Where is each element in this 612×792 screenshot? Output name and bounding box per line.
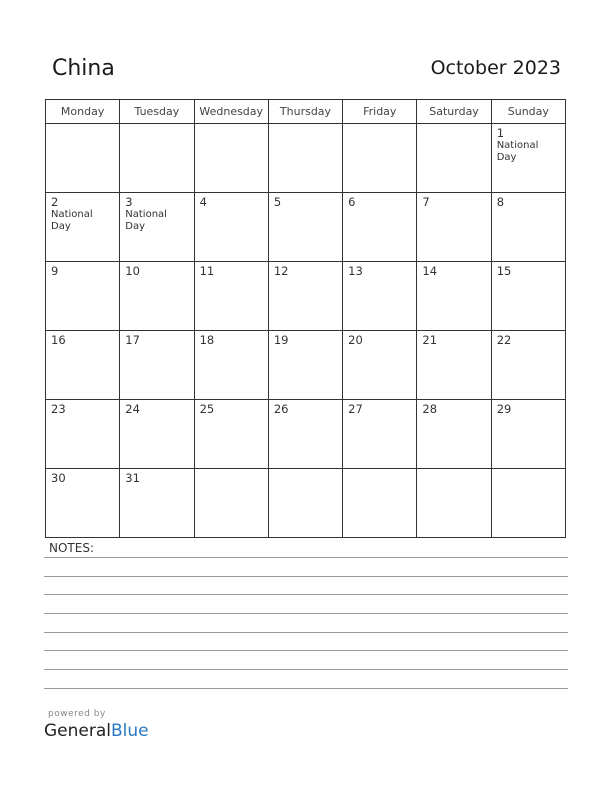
calendar-day-cell bbox=[194, 331, 268, 400]
calendar-day-cell bbox=[417, 124, 491, 193]
note-line bbox=[44, 613, 568, 614]
brand-blue: Blue bbox=[111, 721, 149, 741]
calendar-day-cell bbox=[194, 469, 268, 538]
calendar-day-cell bbox=[120, 331, 194, 400]
calendar-day-cell bbox=[417, 469, 491, 538]
calendar-day-cell bbox=[417, 331, 491, 400]
day-number: 12 bbox=[273, 264, 289, 278]
calendar-week-row bbox=[46, 400, 566, 469]
note-line bbox=[44, 632, 568, 633]
calendar-body bbox=[46, 124, 566, 538]
calendar-day-cell bbox=[46, 124, 120, 193]
weekday-header: Sunday bbox=[491, 100, 565, 124]
day-number: 23 bbox=[51, 402, 66, 416]
calendar-week-row bbox=[46, 262, 566, 331]
day-number: 20 bbox=[348, 333, 363, 347]
weekday-header: Saturday bbox=[417, 100, 491, 124]
day-number: 29 bbox=[496, 402, 512, 416]
calendar-day-cell bbox=[417, 400, 491, 469]
notes-label: NOTES: bbox=[49, 541, 94, 555]
calendar-day-cell bbox=[268, 193, 342, 262]
calendar-day-cell bbox=[343, 331, 417, 400]
day-number: 31 bbox=[125, 471, 140, 485]
day-number: 13 bbox=[348, 264, 363, 278]
day-number: 4 bbox=[199, 195, 207, 209]
calendar-week-row bbox=[46, 124, 566, 193]
holiday-label: National Day bbox=[51, 209, 93, 232]
day-number: 6 bbox=[348, 195, 356, 209]
calendar-day-cell bbox=[343, 124, 417, 193]
calendar-day-cell bbox=[120, 124, 194, 193]
brand-general: General bbox=[44, 721, 111, 741]
calendar-day-cell bbox=[343, 400, 417, 469]
calendar-day-cell bbox=[268, 124, 342, 193]
calendar-day-cell bbox=[268, 331, 342, 400]
calendar-day-cell bbox=[46, 331, 120, 400]
day-number: 7 bbox=[422, 195, 430, 209]
month-year-title: October 2023 bbox=[430, 57, 561, 79]
calendar-week-row bbox=[46, 331, 566, 400]
note-line bbox=[44, 650, 568, 651]
day-number: 27 bbox=[348, 402, 363, 416]
calendar-day-cell bbox=[268, 469, 342, 538]
day-number: 22 bbox=[496, 333, 512, 347]
calendar-day-cell bbox=[120, 193, 194, 262]
calendar-day-cell bbox=[120, 262, 194, 331]
weekday-header: Monday bbox=[46, 100, 120, 124]
day-number: 3 bbox=[125, 195, 133, 209]
day-number: 19 bbox=[273, 333, 289, 347]
calendar-day-cell bbox=[46, 193, 120, 262]
calendar-day-cell bbox=[268, 400, 342, 469]
calendar-day-cell bbox=[491, 124, 565, 193]
brand-logo bbox=[44, 721, 149, 741]
day-number: 15 bbox=[496, 264, 512, 278]
country-title: China bbox=[52, 56, 115, 81]
calendar-grid bbox=[45, 99, 566, 538]
holiday-label: National Day bbox=[496, 140, 539, 163]
calendar-day-cell bbox=[46, 469, 120, 538]
note-line bbox=[44, 594, 568, 595]
calendar-day-cell bbox=[491, 400, 565, 469]
weekday-header: Tuesday bbox=[120, 100, 194, 124]
calendar-day-cell bbox=[120, 400, 194, 469]
calendar-day-cell bbox=[417, 193, 491, 262]
calendar-day-cell bbox=[491, 331, 565, 400]
day-number: 5 bbox=[273, 195, 282, 209]
calendar-day-cell bbox=[194, 262, 268, 331]
day-number: 18 bbox=[199, 333, 215, 347]
holiday-label: National Day bbox=[125, 209, 167, 232]
calendar-day-cell bbox=[194, 124, 268, 193]
note-line bbox=[44, 688, 568, 689]
calendar-day-cell bbox=[343, 469, 417, 538]
weekday-header: Thursday bbox=[268, 100, 342, 124]
calendar-day-cell bbox=[343, 262, 417, 331]
day-number: 17 bbox=[125, 333, 140, 347]
calendar-day-cell bbox=[491, 469, 565, 538]
weekday-header: Wednesday bbox=[194, 100, 268, 124]
calendar-day-cell bbox=[120, 469, 194, 538]
calendar-week-row bbox=[46, 469, 566, 538]
day-number: 11 bbox=[199, 264, 215, 278]
calendar-day-cell bbox=[491, 262, 565, 331]
calendar-day-cell bbox=[343, 193, 417, 262]
note-line bbox=[44, 669, 568, 670]
calendar-week-row bbox=[46, 193, 566, 262]
calendar-day-cell bbox=[46, 400, 120, 469]
calendar-day-cell bbox=[194, 193, 268, 262]
note-line bbox=[44, 576, 568, 577]
day-number: 2 bbox=[51, 195, 59, 209]
day-number: 1 bbox=[496, 126, 505, 140]
day-number: 14 bbox=[422, 264, 438, 278]
calendar-day-cell bbox=[194, 400, 268, 469]
calendar-day-cell bbox=[491, 193, 565, 262]
day-number: 10 bbox=[125, 264, 140, 278]
note-line bbox=[44, 557, 568, 558]
calendar-day-cell bbox=[268, 262, 342, 331]
day-number: 26 bbox=[273, 402, 289, 416]
day-number: 16 bbox=[51, 333, 66, 347]
day-number: 24 bbox=[125, 402, 140, 416]
powered-by-text: powered by bbox=[48, 709, 106, 719]
day-number: 21 bbox=[422, 333, 438, 347]
day-number: 30 bbox=[51, 471, 66, 485]
weekday-header-row bbox=[46, 100, 566, 124]
calendar-day-cell bbox=[46, 262, 120, 331]
calendar-day-cell bbox=[417, 262, 491, 331]
weekday-header: Friday bbox=[343, 100, 417, 124]
day-number: 25 bbox=[199, 402, 215, 416]
day-number: 8 bbox=[496, 195, 505, 209]
day-number: 28 bbox=[422, 402, 438, 416]
day-number: 9 bbox=[51, 264, 59, 278]
